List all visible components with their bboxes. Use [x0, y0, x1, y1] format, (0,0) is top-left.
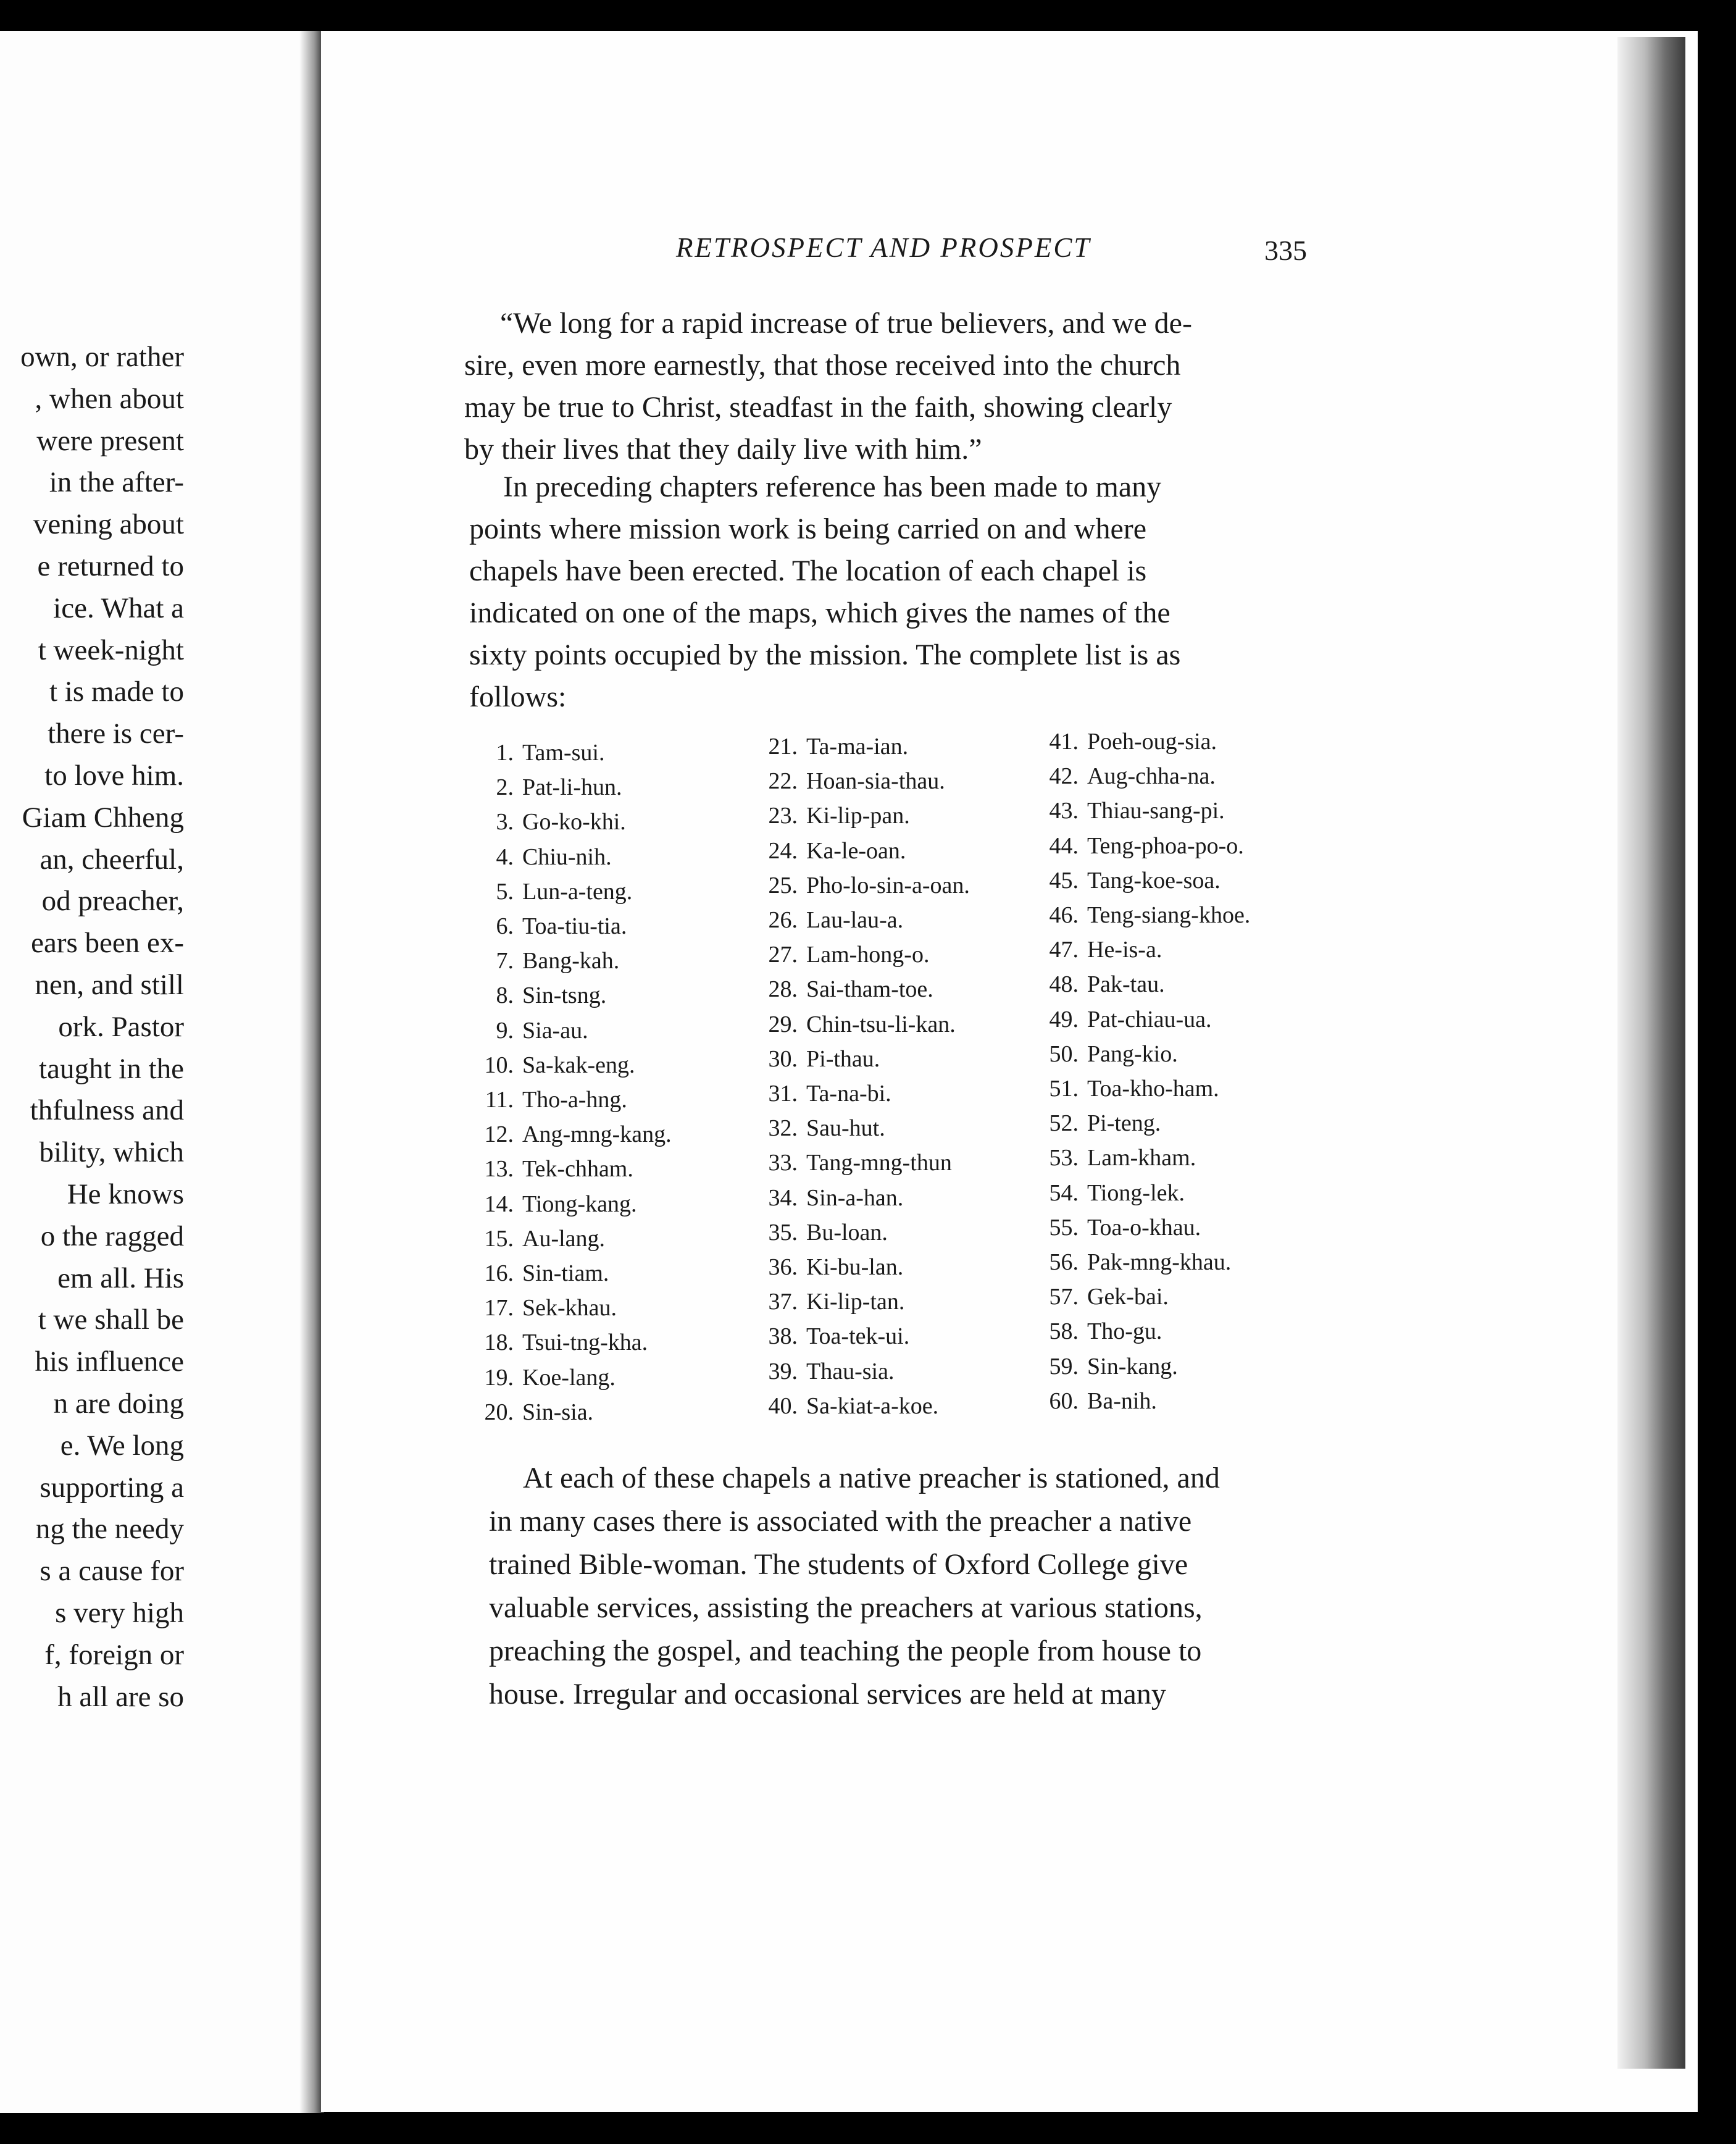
chapel-number: 60. [1049, 1388, 1079, 1414]
chapel-entry [753, 1186, 903, 1210]
chapel-number: 32. [768, 1115, 798, 1142]
chapel-number: 42. [1049, 763, 1079, 790]
chapel-name: Toa-o-khau. [1087, 1214, 1201, 1241]
chapel-entry [753, 769, 945, 793]
chapel-name: Sin-sia. [522, 1399, 594, 1425]
chapel-number: 57. [1049, 1284, 1079, 1310]
chapel-number: 43. [1049, 798, 1079, 824]
chapel-name: Sau-hut. [806, 1115, 885, 1142]
chapel-entry [469, 949, 619, 973]
text-line: follows: [469, 680, 567, 713]
chapel-number: 14. [484, 1191, 514, 1217]
chapel-name: Ki-bu-lan. [806, 1254, 904, 1280]
text-line: taught in the [39, 1052, 184, 1085]
chapel-entry [469, 1366, 616, 1389]
chapel-entry [469, 1123, 672, 1146]
text-line: ork. Pastor [58, 1010, 184, 1043]
chapel-entry [1034, 730, 1217, 753]
chapel-name: Pho-lo-sin-a-oan. [806, 872, 970, 898]
chapel-number: 59. [1049, 1353, 1079, 1380]
chapel-entry [1034, 1181, 1185, 1205]
chapel-name: Ki-lip-tan. [806, 1289, 905, 1315]
chapel-number: 11. [485, 1087, 514, 1113]
chapel-name: Ang-mng-kang. [522, 1121, 672, 1148]
chapel-number: 26. [768, 907, 798, 933]
chapel-number: 3. [496, 809, 514, 835]
chapel-name: Tho-a-hng. [522, 1087, 627, 1113]
text-line: h all are so [57, 1680, 184, 1713]
text-line: points where mission work is being carried on and where [469, 513, 1147, 545]
chapel-number: 6. [496, 913, 514, 939]
text-line: At each of these chapels a native preacher is stationed, and [523, 1462, 1220, 1494]
chapel-entry [1034, 973, 1165, 996]
chapel-entry [1034, 1250, 1231, 1274]
book-gutter [299, 31, 324, 2113]
text-line: em all. His [57, 1262, 184, 1294]
chapel-number: 23. [768, 803, 798, 829]
chapel-number: 7. [496, 948, 514, 974]
chapel-number: 27. [768, 942, 798, 968]
text-line: by their lives that they daily live with him.” [464, 433, 982, 466]
text-line: to love him. [44, 760, 184, 792]
chapel-entry [1034, 1077, 1219, 1100]
chapel-name: Aug-chha-na. [1087, 763, 1216, 790]
chapel-name: Tsui-tng-kha. [522, 1330, 648, 1356]
chapel-entry [469, 1331, 648, 1354]
chapel-number: 24. [768, 837, 798, 864]
chapel-entry [753, 1047, 880, 1071]
chapel-name: Pak-mng-khau. [1087, 1249, 1232, 1275]
text-line: nen, and still [35, 969, 184, 1001]
chapel-entry [1034, 799, 1225, 823]
chapel-name: Sia-au. [522, 1017, 588, 1044]
chapel-number: 13. [484, 1156, 514, 1183]
text-line: e. We long [60, 1429, 184, 1462]
chapel-entry [1034, 764, 1216, 788]
text-line: ears been ex- [31, 927, 184, 960]
chapel-entry [753, 1360, 894, 1383]
text-line: Giam Chheng [22, 801, 184, 834]
chapel-name: Ba-nih. [1087, 1388, 1157, 1414]
chapel-name: Sin-kang. [1087, 1353, 1178, 1380]
chapel-entry [1034, 1355, 1178, 1378]
chapel-number: 25. [768, 872, 798, 898]
chapel-name: Thiau-sang-pi. [1087, 798, 1225, 824]
chapel-entry [753, 735, 908, 758]
chapel-entry [469, 984, 606, 1007]
chapel-name: Tang-koe-soa. [1087, 867, 1221, 894]
text-line: chapels have been erected. The location of each chapel is [469, 555, 1147, 587]
chapel-number: 48. [1049, 971, 1079, 998]
chapel-number: 21. [768, 734, 798, 760]
chapel-name: Toa-tek-ui. [806, 1323, 910, 1350]
chapel-name: Chin-tsu-li-kan. [806, 1011, 956, 1037]
text-line: f, foreign or [44, 1638, 184, 1671]
chapel-entry [1034, 834, 1244, 858]
chapel-number: 19. [484, 1364, 514, 1391]
chapel-entry [469, 880, 632, 903]
chapel-entry [469, 1262, 609, 1285]
chapel-number: 28. [768, 976, 798, 1003]
chapel-name: Bang-kah. [522, 948, 620, 974]
chapel-entry [1034, 1042, 1178, 1066]
chapel-number: 10. [484, 1052, 514, 1078]
chapel-number: 22. [768, 768, 798, 795]
chapel-number: 46. [1049, 902, 1079, 928]
text-line: s a cause for [40, 1555, 184, 1588]
chapel-number: 1. [496, 740, 514, 766]
chapel-number: 50. [1049, 1041, 1079, 1067]
chapel-name: Koe-lang. [522, 1364, 616, 1391]
chapel-name: Ta-na-bi. [806, 1081, 891, 1107]
chapel-entry [753, 804, 910, 827]
chapel-name: Sin-a-han. [806, 1184, 904, 1211]
text-line: indicated on one of the maps, which gives the names of the [469, 597, 1171, 629]
chapel-entry [1034, 1216, 1201, 1239]
chapel-number: 34. [768, 1184, 798, 1211]
chapel-entry [469, 810, 626, 834]
chapel-number: 30. [768, 1045, 798, 1072]
chapel-entry [753, 1290, 904, 1313]
chapel-name: Hoan-sia-thau. [806, 768, 945, 795]
text-line: o the ragged [40, 1220, 184, 1252]
text-line: preaching the gospel, and teaching the people from house to [489, 1635, 1202, 1667]
chapel-entry [1034, 903, 1250, 927]
chapel-entry [469, 1019, 588, 1042]
text-line: an, cheerful, [40, 843, 184, 876]
chapel-number: 9. [496, 1017, 514, 1044]
text-line: house. Irregular and occasional services are held at many [489, 1678, 1166, 1711]
chapel-name: Pat-chiau-ua. [1087, 1006, 1212, 1032]
text-line: , when about [35, 382, 184, 415]
text-line: ng the needy [35, 1513, 184, 1546]
chapel-name: Lau-lau-a. [806, 907, 904, 933]
chapel-name: Poeh-oug-sia. [1087, 729, 1217, 755]
text-line: his influence [35, 1346, 184, 1378]
chapel-name: Sin-tsng. [522, 982, 607, 1009]
chapel-number: 20. [484, 1399, 514, 1425]
chapel-number: 40. [768, 1392, 798, 1419]
text-line: t is made to [49, 676, 184, 708]
chapel-number: 53. [1049, 1145, 1079, 1171]
chapel-name: Teng-siang-khoe. [1087, 902, 1251, 928]
chapel-entry [469, 741, 604, 764]
text-line: bility, which [39, 1136, 184, 1169]
chapel-name: Sa-kak-eng. [522, 1052, 635, 1078]
chapel-name: Ki-lip-pan. [806, 803, 910, 829]
text-line: sixty points occupied by the mission. The complete list is as [469, 639, 1181, 671]
text-line: valuable services, assisting the preachers at various stations, [489, 1591, 1203, 1624]
text-line: own, or rather [20, 341, 184, 373]
chapel-number: 58. [1049, 1318, 1079, 1345]
chapel-number: 31. [768, 1081, 798, 1107]
chapel-name: Tek-chham. [522, 1156, 633, 1183]
chapel-name: Sek-khau. [522, 1295, 617, 1321]
chapel-number: 49. [1049, 1006, 1079, 1032]
chapel-name: Pi-teng. [1087, 1110, 1161, 1137]
chapel-name: Ta-ma-ian. [806, 734, 909, 760]
text-line: supporting a [40, 1471, 184, 1504]
text-line: s very high [55, 1597, 184, 1629]
chapel-name: Lam-kham. [1087, 1145, 1196, 1171]
chapel-name: Tam-sui. [522, 740, 605, 766]
chapel-number: 55. [1049, 1214, 1079, 1241]
chapel-number: 15. [484, 1225, 514, 1252]
text-line: were present [36, 424, 184, 457]
chapel-number: 35. [768, 1219, 798, 1246]
chapel-number: 51. [1049, 1076, 1079, 1102]
text-line: n are doing [53, 1388, 184, 1420]
chapel-name: Sin-tiam. [522, 1260, 609, 1286]
chapel-number: 47. [1049, 937, 1079, 963]
chapel-number: 16. [484, 1260, 514, 1286]
chapel-number: 41. [1049, 729, 1079, 755]
chapel-number: 38. [768, 1323, 798, 1350]
chapel-number: 17. [484, 1295, 514, 1321]
chapel-name: Chiu-nih. [522, 844, 612, 870]
chapel-number: 39. [768, 1358, 798, 1384]
chapel-entry [469, 1192, 636, 1216]
text-line: may be true to Christ, steadfast in the faith, showing clearly [464, 391, 1172, 424]
text-line: “We long for a rapid increase of true believers, and we de- [500, 307, 1192, 340]
text-line: in the after- [49, 466, 184, 499]
chapel-entry [1034, 1146, 1196, 1170]
chapel-entry [469, 1296, 617, 1320]
chapel-number: 36. [768, 1254, 798, 1280]
chapel-number: 56. [1049, 1249, 1079, 1275]
chapel-name: Tiong-lek. [1087, 1179, 1185, 1206]
chapel-name: Pak-tau. [1087, 971, 1165, 998]
chapel-entry [1034, 1285, 1169, 1309]
chapel-name: Tho-gu. [1087, 1318, 1162, 1345]
chapel-name: Pat-li-hun. [522, 774, 622, 801]
text-line: vening about [33, 508, 184, 541]
chapel-entry [753, 1255, 903, 1279]
chapel-entry [753, 1394, 938, 1418]
chapel-entry [469, 1227, 605, 1250]
chapel-name: Tang-mng-thun [806, 1150, 952, 1176]
chapel-entry [469, 1401, 593, 1424]
chapel-entry [753, 978, 933, 1001]
chapel-entry [753, 839, 906, 863]
chapel-entry [1034, 869, 1221, 892]
chapel-entry [469, 1157, 633, 1181]
chapel-entry [1034, 938, 1162, 961]
running-head: RETROSPECT AND PROSPECT [676, 232, 1091, 263]
chapel-name: Teng-phoa-po-o. [1087, 832, 1244, 859]
text-line: trained Bible-woman. The students of Oxford College give [489, 1548, 1188, 1581]
chapel-number: 18. [484, 1330, 514, 1356]
chapel-entry [753, 1082, 891, 1105]
chapel-name: Lun-a-teng. [522, 878, 633, 905]
chapel-name: Thau-sia. [806, 1358, 895, 1384]
chapel-entry [753, 908, 903, 932]
chapel-name: He-is-a. [1087, 937, 1162, 963]
text-line: t we shall be [38, 1304, 184, 1336]
chapel-name: Au-lang. [522, 1225, 606, 1252]
chapel-name: Sa-kiat-a-koe. [806, 1392, 939, 1419]
text-line: sire, even more earnestly, that those received into the church [464, 349, 1181, 382]
chapel-number: 12. [484, 1121, 514, 1148]
text-line: He knows [67, 1178, 184, 1210]
text-line: in many cases there is associated with the preacher a native [489, 1505, 1192, 1538]
chapel-number: 44. [1049, 832, 1079, 859]
chapel-name: Pang-kio. [1087, 1041, 1178, 1067]
chapel-number: 5. [496, 878, 514, 905]
chapel-name: Pi-thau. [806, 1045, 880, 1072]
chapel-number: 33. [768, 1150, 798, 1176]
chapel-name: Ka-le-oan. [806, 837, 906, 864]
chapel-entry [753, 1151, 952, 1175]
text-line: thfulness and [30, 1094, 184, 1127]
chapel-number: 29. [768, 1011, 798, 1037]
chapel-entry [469, 845, 612, 869]
chapel-number: 45. [1049, 867, 1079, 894]
chapel-number: 52. [1049, 1110, 1079, 1137]
chapel-number: 37. [768, 1289, 798, 1315]
text-line: od preacher, [41, 885, 184, 918]
text-line: ice. What a [53, 592, 184, 624]
chapel-entry [1034, 1389, 1157, 1413]
chapel-entry [753, 1325, 909, 1348]
chapel-entry [469, 915, 627, 938]
text-line: e returned to [37, 550, 184, 582]
chapel-name: Tiong-kang. [522, 1191, 637, 1217]
page-edge [1617, 37, 1685, 2069]
chapel-name: Toa-kho-ham. [1087, 1076, 1219, 1102]
chapel-name: Lam-hong-o. [806, 942, 930, 968]
chapel-name: Gek-bai. [1087, 1284, 1169, 1310]
chapel-entry [469, 776, 622, 799]
chapel-entry [753, 1221, 888, 1244]
chapel-number: 2. [496, 774, 514, 801]
chapel-entry [1034, 1320, 1162, 1343]
chapel-entry [753, 1116, 885, 1140]
page-number: 335 [1264, 235, 1307, 266]
chapel-name: Sai-tham-toe. [806, 976, 933, 1003]
chapel-entry [1034, 1112, 1161, 1135]
chapel-number: 8. [496, 982, 514, 1009]
chapel-entry [1034, 1008, 1212, 1031]
chapel-entry [753, 874, 970, 897]
chapel-name: Go-ko-khi. [522, 809, 626, 835]
chapel-name: Bu-loan. [806, 1219, 888, 1246]
chapel-number: 54. [1049, 1179, 1079, 1206]
chapel-entry [753, 1013, 956, 1036]
chapel-number: 4. [496, 844, 514, 870]
chapel-name: Toa-tiu-tia. [522, 913, 627, 939]
chapel-entry [469, 1053, 635, 1077]
chapel-list [469, 729, 1333, 1439]
chapel-entry [753, 943, 929, 966]
text-line: In preceding chapters reference has been made to many [503, 471, 1162, 503]
left-page [0, 31, 312, 2113]
chapel-entry [469, 1088, 627, 1112]
text-line: t week-night [38, 634, 184, 666]
text-line: there is cer- [48, 718, 184, 750]
